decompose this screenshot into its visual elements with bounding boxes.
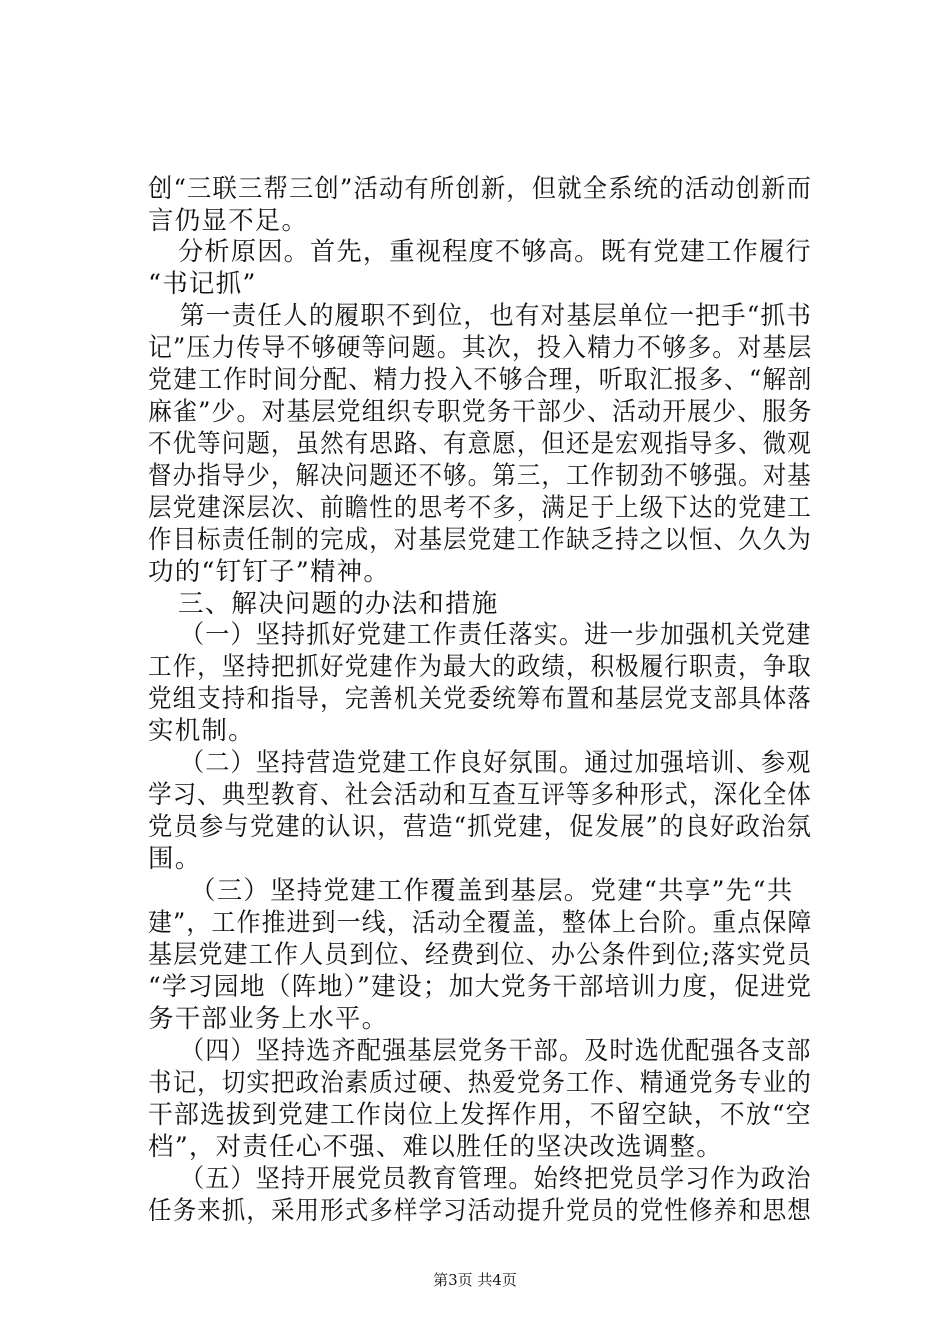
text-line: （一）坚持抓好党建工作责任落实。进一步加强机关党建 (180, 620, 812, 650)
text-line: 基层党建工作人员到位、经费到位、办公条件到位;落实党员 (148, 940, 813, 970)
text-line: 层党建深层次、前瞻性的思考不多，满足于上级下达的党建工 (148, 493, 812, 523)
text-line: （五）坚持开展党员教育管理。始终把党员学习作为政治 (180, 1164, 812, 1194)
text-line: 分析原因。首先，重视程度不够高。既有党建工作履行 (178, 237, 812, 267)
text-line: 建”，工作推进到一线，活动全覆盖，整体上台阶。重点保障 (148, 908, 813, 938)
text-line: 作目标责任制的完成，对基层党建工作缺乏持之以恒、久久为 (148, 525, 812, 555)
text-line: 第一责任人的履职不到位，也有对基层单位一把手“抓书 (180, 301, 813, 331)
text-line: 党员参与党建的认识，营造“抓党建，促发展”的良好政治氛 (148, 812, 812, 842)
text-line: 实机制。 (148, 716, 255, 746)
text-line: 言仍显不足。 (148, 206, 309, 236)
text-line: 麻雀”少。对基层党组织专职党务干部少、活动开展少、服务 (148, 397, 813, 427)
page-number-footer: 第3页 共4页 (433, 1271, 517, 1289)
text-line: 督办指导少，解决问题还不够。第三，工作韧劲不够强。对基 (148, 461, 812, 491)
text-line: （三）坚持党建工作覆盖到基层。党建“共享”先“共 (190, 876, 794, 906)
text-line: 档”，对责任心不强、难以胜任的坚决改选调整。 (148, 1132, 723, 1162)
text-line: 工作，坚持把抓好党建作为最大的政绩，积极履行职责，争取 (148, 652, 812, 682)
text-line: 创“三联三帮三创”活动有所创新，但就全系统的活动创新而 (148, 174, 812, 204)
text-line: 务干部业务上水平。 (148, 1004, 389, 1034)
text-line: “书记抓” (148, 269, 257, 299)
text-line: 干部选拔到党建工作岗位上发挥作用，不留空缺，不放“空 (148, 1100, 812, 1130)
text-line: 不优等问题，虽然有思路、有意愿，但还是宏观指导多、微观 (148, 429, 812, 459)
text-line: 任务来抓，采用形式多样学习活动提升党员的党性修养和思想 (148, 1196, 812, 1226)
text-line: 党建工作时间分配、精力投入不够合理，听取汇报多、“解剖 (148, 365, 813, 395)
text-line: （四）坚持选齐配强基层党务干部。及时选优配强各支部 (180, 1036, 812, 1066)
text-line: （二）坚持营造党建工作良好氛围。通过加强培训、参观 (180, 748, 812, 778)
section-heading: 三、解决问题的办法和措施 (178, 589, 499, 619)
text-line: 记”压力传导不够硬等问题。其次，投入精力不够多。对基层 (148, 333, 813, 363)
text-line: 围。 (148, 844, 202, 874)
text-line: “学习园地（阵地）”建设；加大党务干部培训力度，促进党 (148, 972, 813, 1002)
text-line: 党组支持和指导，完善机关党委统筹布置和基层党支部具体落 (148, 684, 812, 714)
text-line: 书记，切实把政治素质过硬、热爱党务工作、精通党务专业的 (148, 1068, 812, 1098)
text-line: 功的“钉钉子”精神。 (148, 557, 391, 587)
text-line: 学习、典型教育、社会活动和互查互评等多种形式，深化全体 (148, 780, 812, 810)
